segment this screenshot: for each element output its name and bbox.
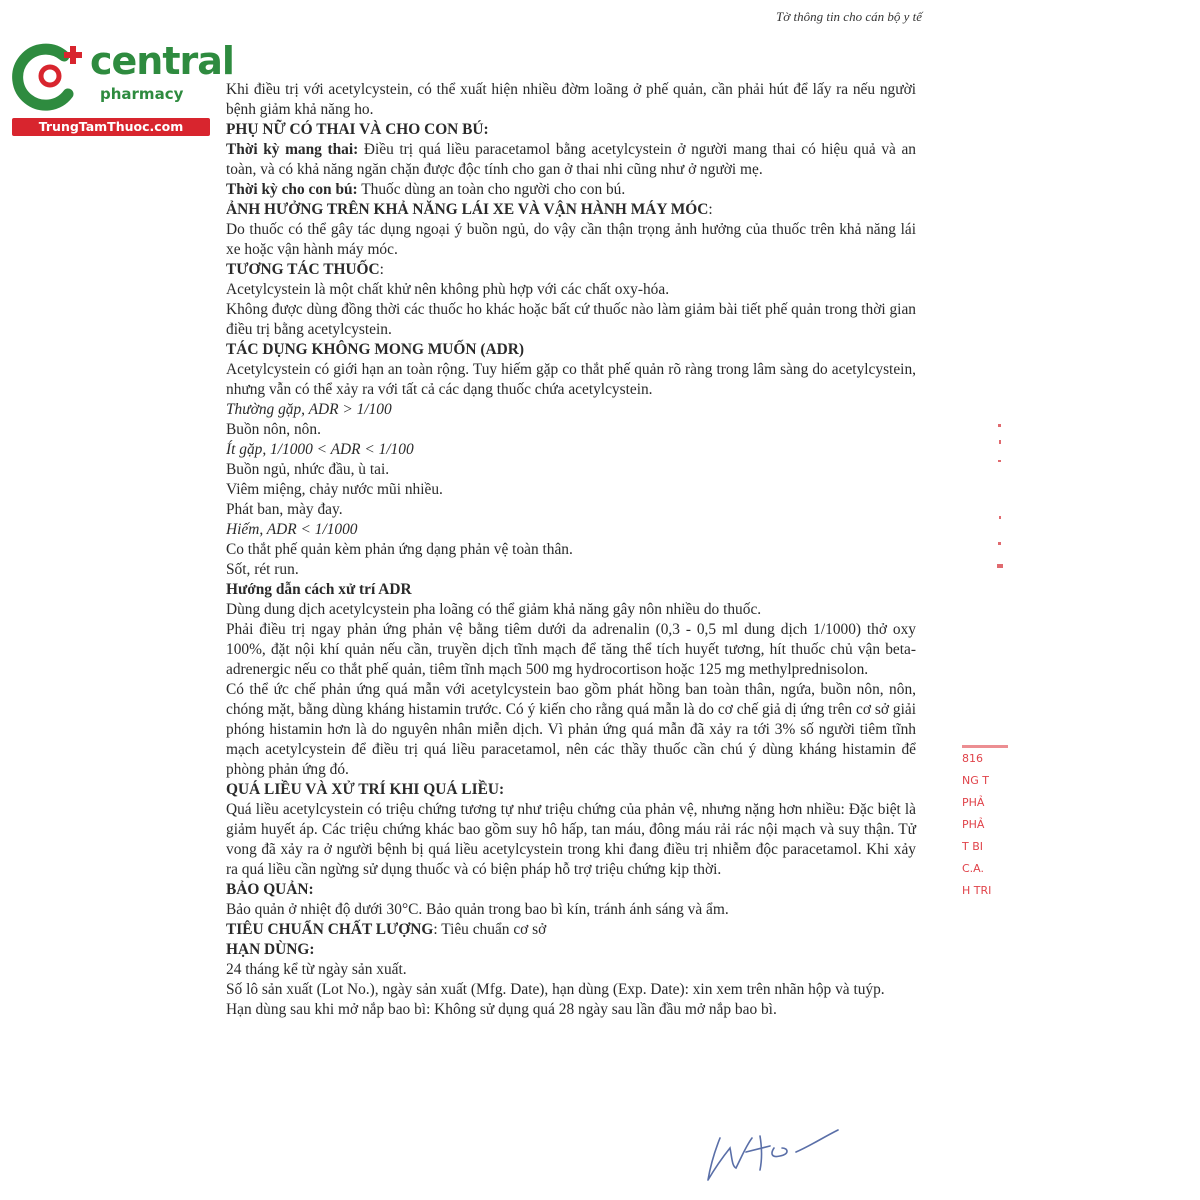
interactions-heading-text: TƯƠNG TÁC THUỐC [226,261,380,278]
adr-intro: Acetylcystein có giới hạn an toàn rộng. Tuy hiếm gặp co thắt phế quản rõ ràng trong lâm sàng do acetylcystein, nhưng vẫn có thể xảy ra với tất cả các dạng thuốc chứa acetylcystein. [226,361,916,398]
adr-uncommon-label: Ít gặp, 1/1000 < ADR < 1/100 [226,441,414,458]
quality-text: : Tiêu chuẩn cơ sở [433,921,547,938]
pharmacy-logo[interactable] [12,38,234,138]
adr-management-paragraph-2: Phải điều trị ngay phản ứng phản vệ bằng tiêm dưới da adrenalin (0,3 - 0,5 ml dung dịch 1/1000) thở oxy 100%, đặt nội khí quản nếu cần, truyền dịch tĩnh mạch để tăng thể tích huyết tương, hít thuốc chủ vận beta-adrenergic nếu co thắt phế quản, tiêm tĩnh mạch 500 mg hydrocortison hoặc 125 mg methylprednisolon. [226,621,916,678]
stamp-line: C.A. [962,862,985,875]
stamp-line: 816 [962,752,983,765]
shelf-life-paragraph-1: 24 tháng kể từ ngày sản xuất. [226,961,407,978]
adr-heading: TÁC DỤNG KHÔNG MONG MUỐN (ADR) [226,341,524,358]
stamp-bar [962,745,1008,748]
logo-subtitle: pharmacy [100,85,184,103]
pregnancy-label: Thời kỳ mang thai: [226,141,359,158]
adr-uncommon-item: Phát ban, mày đay. [226,501,343,518]
adr-management-heading: Hướng dẫn cách xử trí ADR [226,581,412,598]
overdose-heading: QUÁ LIỀU VÀ XỬ TRÍ KHI QUÁ LIỀU: [226,781,505,798]
header-note: Tờ thông tin cho cán bộ y tế [776,9,922,24]
lactation-paragraph [226,180,916,200]
stamp-edge-marks [992,420,1008,580]
stamp-line: T BI [962,840,984,853]
stamp-line: PHẢ [962,818,985,831]
adr-uncommon-item: Buồn ngủ, nhức đầu, ù tai. [226,461,390,478]
storage-paragraph: Bảo quản ở nhiệt độ dưới 30°C. Bảo quản trong bao bì kín, tránh ánh sáng và ẩm. [226,901,729,918]
interactions-heading [226,260,916,280]
driving-heading-colon: : [708,201,713,218]
shelf-life-paragraph-3: Hạn dùng sau khi mở nắp bao bì: Không sử dụng quá 28 ngày sau lần đầu mở nắp bao bì. [226,1001,777,1018]
driving-heading [226,200,916,220]
signature [700,1118,850,1188]
adr-rare-item: Sốt, rét run. [226,561,299,578]
interactions-paragraph-1: Acetylcystein là một chất khử nên không phù hợp với các chất oxy-hóa. [226,281,670,298]
pharmacy-logo-icon [12,38,92,116]
pregnancy-text: Điều trị quá liều paracetamol bằng acetylcystein ở người mang thai có hiệu quả và an toàn, và có khả năng ngăn chặn được độc tính cho gan ở thai nhi cũng như ở người mẹ. [226,141,916,178]
shelf-life-heading: HẠN DÙNG: [226,941,315,958]
stamp-line: NG T [962,774,989,787]
stamp-line: H TRI [962,884,992,897]
quality-heading: TIÊU CHUẨN CHẤT LƯỢNG [226,921,434,938]
document-body [226,80,916,1020]
lactation-label: Thời kỳ cho con bú: [226,181,358,198]
driving-heading-text: ẢNH HƯỞNG TRÊN KHẢ NĂNG LÁI XE VÀ VẬN HÀNH MÁY MÓC [226,201,709,218]
quality-line [226,920,916,940]
stamp-line: PHẢ [962,796,985,809]
logo-banner[interactable]: TrungTamThuoc.com [12,118,210,136]
adr-rare-label: Hiếm, ADR < 1/1000 [226,521,358,538]
adr-rare-item: Co thắt phế quản kèm phản ứng dạng phản vệ toàn thân. [226,541,573,558]
lactation-text: Thuốc dùng an toàn cho người cho con bú. [361,181,626,198]
driving-paragraph: Do thuốc có thể gây tác dụng ngoại ý buồn ngủ, do vậy cần thận trọng ảnh hưởng của thuốc trên khả năng lái xe hoặc vận hành máy móc. [226,221,916,258]
pregnancy-paragraph [226,140,916,180]
adr-management-paragraph-1: Dùng dung dịch acetylcystein pha loãng có thể giảm khả năng gây nôn nhiều do thuốc. [226,601,762,618]
adr-uncommon-item: Viêm miệng, chảy nước mũi nhiều. [226,481,443,498]
intro-paragraph: Khi điều trị với acetylcystein, có thể xuất hiện nhiều đờm loãng ở phế quản, cần phải hút để lấy ra nếu người bệnh giảm khả năng ho. [226,81,916,118]
storage-heading: BẢO QUẢN: [226,881,314,898]
pregnancy-heading: PHỤ NỮ CÓ THAI VÀ CHO CON BÚ: [226,121,489,138]
red-stamp [962,742,1012,902]
interactions-paragraph-2: Không được dùng đồng thời các thuốc ho khác hoặc bất cứ thuốc nào làm giảm bài tiết phế quản trong thời gian điều trị bằng acetylcystein. [226,301,916,338]
logo-name: central [90,39,234,83]
overdose-paragraph: Quá liều acetylcystein có triệu chứng tương tự như triệu chứng của phản vệ, nhưng nặng hơn nhiều: Đặc biệt là giảm huyết áp. Các triệu chứng khác bao gồm suy hô hấp, tan máu, đông máu rải rác nội mạch và suy thận. Tử vong đã xảy ra ở người bệnh bị quá liều acetylcystein trong khi đang điều trị nhiễm độc paracetamol. Khi xảy ra quá liều cần ngừng sử dụng thuốc và có biện pháp hỗ trợ triệu chứng kịp thời. [226,801,916,878]
adr-common-item: Buồn nôn, nôn. [226,421,321,438]
adr-management-paragraph-3: Có thể ức chế phản ứng quá mẫn với acetylcystein bao gồm phát hồng ban toàn thân, ngứa, buồn nôn, nôn, chóng mặt, bằng dùng kháng histamin trước. Có ý kiến cho rằng quá mẫn là do cơ chế giả dị ứng trên cơ sở giải phóng histamin hơn là do nguyên nhân miễn dịch. Vì phản ứng quá mẫn đã xảy ra tới 3% số người tiêm tĩnh mạch acetylcystein để điều trị quá liều paracetamol, nên các thầy thuốc cần chú ý dùng kháng histamin để phòng phản ứng đó. [226,681,916,778]
interactions-heading-colon: : [379,261,384,278]
adr-common-label: Thường gặp, ADR > 1/100 [226,401,392,418]
shelf-life-paragraph-2: Số lô sản xuất (Lot No.), ngày sản xuất (Mfg. Date), hạn dùng (Exp. Date): xin xem trên nhãn hộp và tuýp. [226,981,885,998]
